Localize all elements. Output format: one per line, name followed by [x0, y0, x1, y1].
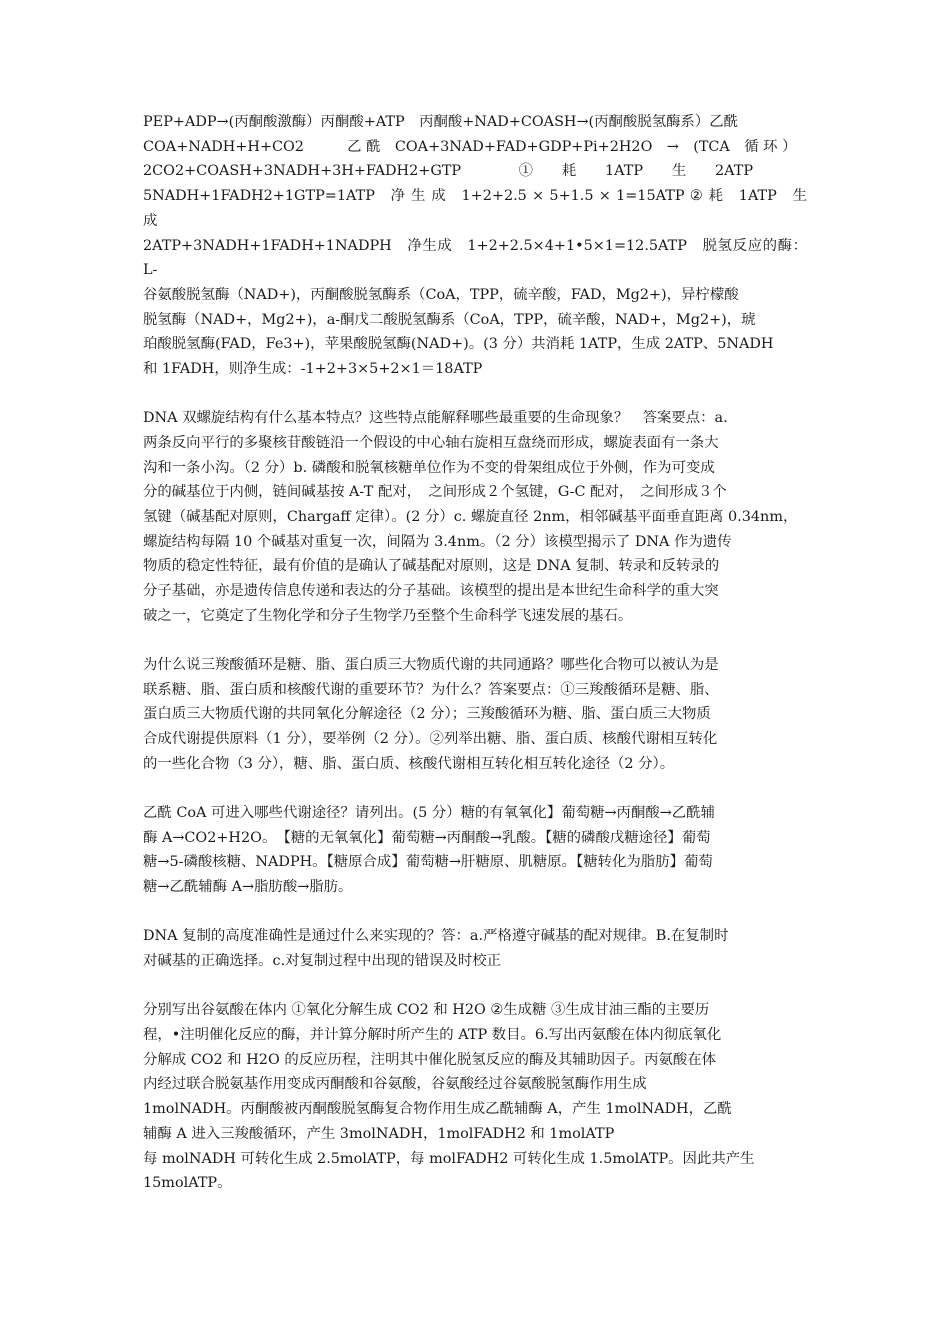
text-line: 分解成 CO2 和 H2O 的反应历程，注明其中催化脱氢反应的酶及其辅助因子。丙氨酸在体: [143, 1051, 717, 1068]
text-line: 5NADH+1FADH2+1GTP=1ATP 净 生 成 1+2+2.5 × 5+1.5 × 1=15ATP ② 耗 1ATP 生 成: [143, 188, 807, 229]
text-line: 2ATP+3NADH+1FADH+1NADPH 净生成 1+2+2.5×4+1•5×1=12.5ATP 脱氢反应的酶：L-: [143, 237, 807, 279]
text-line: 分的碱基位于内侧，链间碱基按 A-T 配对， 之间形成２个氢键，G-C 配对， 之间形成３个: [143, 484, 727, 501]
text-line: 每 molNADH 可转化生成 2.5molATP，每 molFADH2 可转化生成 1.5molATP。因此共产生: [143, 1150, 755, 1167]
text-line: DNA 双螺旋结构有什么基本特点？这些特点能解释哪些最重要的生命现象？ 答案要点：a.: [143, 410, 728, 427]
text-line: 和 1FADH，则净生成：-1+2+3×5+2×1＝18ATP: [143, 361, 483, 378]
text-line: 的一些化合物（3 分），糖、脂、蛋白质、核酸代谢相互转化相互转化途径（2 分）。: [143, 755, 675, 772]
text-line: 对碱基的正确选择。c.对复制过程中出现的错误及时校正: [143, 953, 502, 970]
text-line: 螺旋结构每隔 10 个碱基对重复一次，间隔为 3.4nm。（2 分）该模型揭示了 DNA 作为遗传: [143, 533, 732, 550]
text-line: 蛋白质三大物质代谢的共同氧化分解途径（2 分）；三羧酸循环为糖、脂、蛋白质三大物质: [143, 706, 711, 723]
text-line: 乙酰 CoA 可进入哪些代谢途径？请列出。(5 分）糖的有氧氧化】葡萄糖→丙酮酸→乙酰辅: [143, 805, 715, 822]
text-line: 辅酶 A 进入三羧酸循环，产生 3molNADH，1molFADH2 和 1molATP: [143, 1125, 615, 1142]
text-line: DNA 复制的高度准确性是通过什么来实现的？答：a.严格遵守碱基的配对规律。B.在复制时: [143, 928, 729, 945]
text-line: 分别写出谷氨酸在体内 ①氧化分解生成 CO2 和 H2O ②生成糖 ③生成甘油三酯的主要历: [143, 1002, 710, 1019]
text-line: 联系糖、脂、蛋白质和核酸代谢的重要环节？为什么？答案要点：①三羧酸循环是糖、脂、: [143, 681, 719, 698]
paragraph-tca-common-pathway: [143, 653, 807, 777]
text-line: 1molNADH。丙酮酸被丙酮酸脱氢酶复合物作用生成乙酰辅酶 A，产生 1molNADH，乙酰: [143, 1101, 732, 1118]
text-line: 酶 A→CO2+H2O。 【糖的无氧氧化】葡萄糖→丙酮酸→乳酸。【糖的磷酸戊糖途径】葡萄: [143, 829, 711, 846]
text-line: 氢键（碱基配对原则，Chargaff 定律）。(2 分）c. 螺旋直径 2nm，相邻碱基平面垂直距离 0.34nm，: [143, 509, 798, 526]
text-line: 为什么说三羧酸循环是糖、脂、蛋白质三大物质代谢的共同通路？哪些化合物可以被认为是: [143, 657, 719, 674]
text-line: 程，•注明催化反应的酶，并计算分解时所产生的 ATP 数目。6.写出丙氨酸在体内彻底氧化: [143, 1027, 722, 1043]
text-line: 物质的稳定性特征，最有价值的是确认了碱基配对原则，这是 DNA 复制、转录和反转录的: [143, 558, 720, 575]
document-page: [143, 110, 807, 1196]
text-line: 糖→5-磷酸核糖、NADPH。【糖原合成】葡萄糖→肝糖原、肌糖原。【糖转化为脂肪】葡萄: [143, 854, 713, 871]
text-line: 糖→乙酰辅酶 A→脂肪酸→脂肪。: [143, 879, 353, 896]
paragraph-acetyl-coa: [143, 801, 807, 900]
text-line: 分子基础，亦是遗传信息传递和表达的分子基础。该模型的提出是本世纪生命科学的重大突: [143, 583, 719, 600]
paragraph-dna-double-helix: [143, 406, 807, 628]
paragraph-pyruvate-atp: [143, 110, 807, 382]
text-line: 脱氢酶（NAD+，Mg2+)，a-酮戊二酸脱氢酶系（CoA，TPP，硫辛酸，NAD+，Mg2+)，琥: [143, 311, 756, 328]
text-line: 珀酸脱氢酶(FAD，Fe3+)，苹果酸脱氢酶(NAD+)。(3 分）共消耗 1ATP，生成 2ATP、5NADH: [143, 336, 774, 353]
text-line: 谷氨酸脱氢酶（NAD+)，丙酮酸脱氢酶系（CoA，TPP，硫辛酸，FAD，Mg2+)，异柠檬酸: [143, 286, 739, 303]
text-line: 15molATP。: [143, 1175, 232, 1192]
text-line: 两条反向平行的多聚核苷酸链沿一个假设的中心轴右旋相互盘绕而形成，螺旋表面有一条大: [143, 434, 719, 451]
text-line: 内经过联合脱氨基作用变成丙酮酸和谷氨酸，谷氨酸经过谷氨酸脱氢酶作用生成: [143, 1076, 647, 1093]
text-line: 2CO2+COASH+3NADH+3H+FADH2+GTP ① 耗 1ATP 生 2ATP: [143, 163, 754, 180]
text-line: PEP+ADP→(丙酮酸激酶）丙酮酸+ATP 丙酮酸+NAD+COASH→(丙酮酸脱氢酶系）乙酰: [143, 114, 739, 130]
paragraph-dna-replication-accuracy: [143, 924, 807, 973]
text-line: 合成代谢提供原料（1 分），要举例（2 分）。②列举出糖、脂、蛋白质、核酸代谢相互转化: [143, 731, 718, 748]
text-line: 沟和一条小沟。（2 分）b. 磷酸和脱氧核糖单位作为不变的骨架组成位于外侧，作为可变成: [143, 459, 715, 476]
text-line: COA+NADH+H+CO2 乙 酰 COA+3NAD+FAD+GDP+Pi+2H2O → (TCA 循 环 ）: [143, 138, 797, 155]
text-line: 破之一，它奠定了生物化学和分子生物学乃至整个生命科学飞速发展的基石。: [143, 607, 633, 624]
paragraph-glutamate-alanine: [143, 998, 807, 1196]
